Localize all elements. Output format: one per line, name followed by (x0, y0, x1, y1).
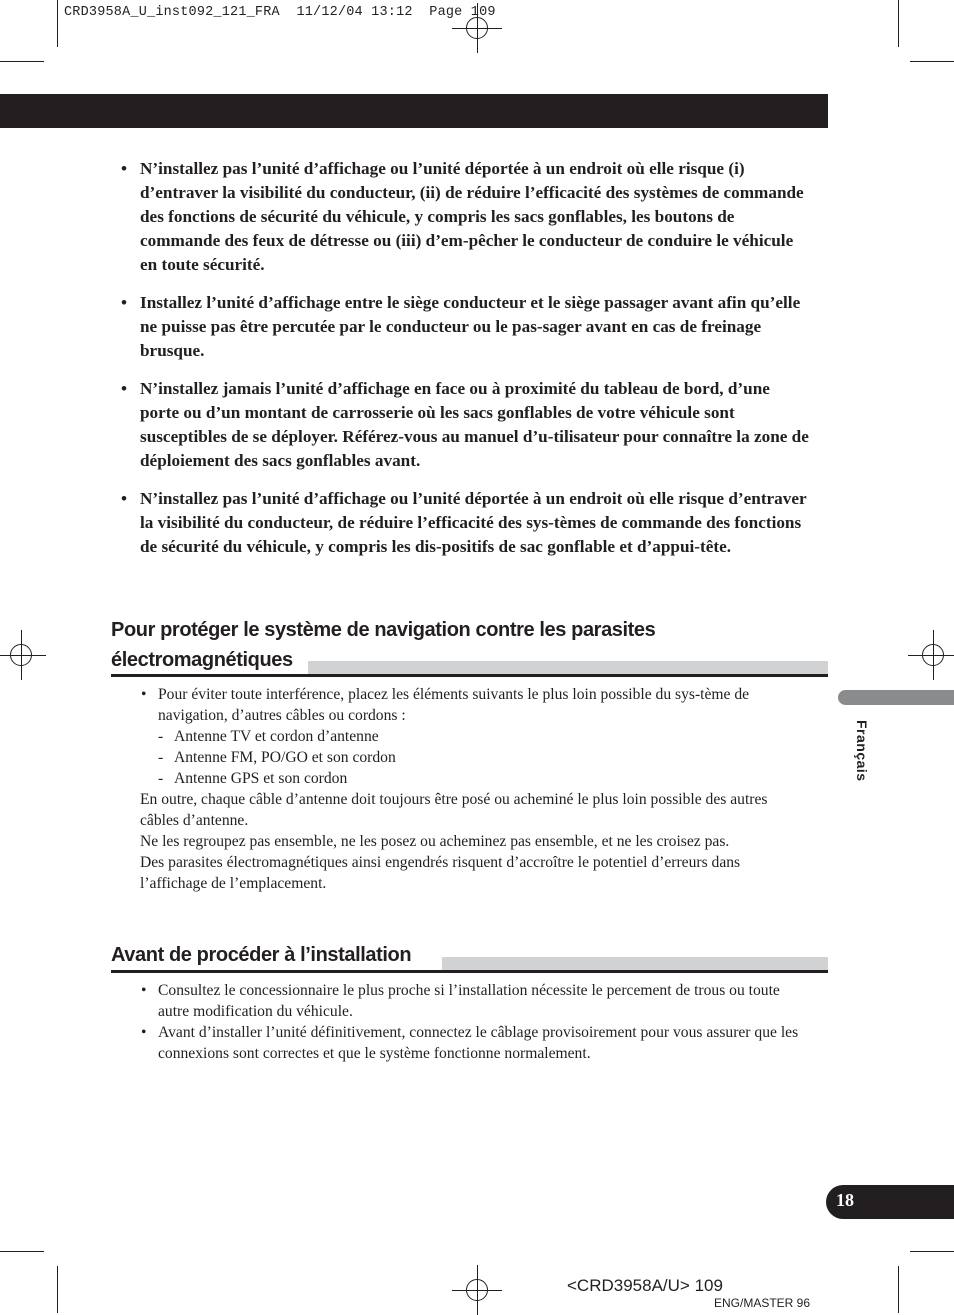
warning-list (120, 157, 810, 573)
footer-code: <CRD3958A/U> 109 (567, 1276, 723, 1295)
bullet-icon: • (121, 159, 128, 178)
header-bar (0, 94, 828, 128)
crop-mark (910, 1251, 954, 1252)
bullet-icon: • (141, 982, 147, 999)
crop-mark (0, 1251, 44, 1252)
warning-item: • N’installez jamais l’unité d’affichage en face ou à proximité du tableau de bord, d’une porte ou d’un montant de carrosserie où les sacs gonflables de votre véhicule sont susceptibles de se déployer. Référez-vous au manuel d’u-tilisateur pour connaître la zone de déploiement des sacs gonflables avant. (121, 379, 809, 470)
list-item: • Consultez le concessionnaire le plus proche si l’installation nécessite le percement de trous ou toute autre modification du véhicule. (141, 982, 780, 1020)
crop-mark (57, 1266, 58, 1313)
bullet-icon: • (141, 686, 147, 703)
section-heading: Avant de procéder à l’installation (111, 944, 412, 966)
paragraph: En outre, chaque câble d’antenne doit toujours être posé ou acheminé le plus loin possible des autres câbles d’antenne. (140, 791, 768, 829)
registration-mark-icon (462, 1275, 492, 1305)
crop-mark (898, 1266, 899, 1313)
page-number: 18 (836, 1190, 854, 1210)
section-body (140, 980, 810, 1064)
warning-item: • Installez l’unité d’affichage entre le siège conducteur et le siège passager avant afin qu’elle ne puisse pas être percutée par le conducteur ou le pas-sager avant en cas de freinage brusque. (121, 293, 801, 360)
language-label: Français (854, 720, 870, 782)
language-tab (838, 690, 954, 705)
crop-mark (898, 0, 899, 47)
bullet-icon: • (121, 379, 128, 398)
list-item: • Avant d’installer l’unité définitivement, connectez le câblage provisoirement pour vous assurer que les connexions sont correctes et que le système fonctionne normalement. (141, 1024, 799, 1062)
heading-rule (111, 970, 828, 973)
dash-item: - Antenne GPS et son cordon (158, 770, 348, 787)
crop-mark (910, 61, 954, 62)
paragraph: Des parasites électromagnétiques ainsi engendrés risquent d’accroître le potentiel d’erreurs dans l’affichage de l’emplacement. (140, 854, 741, 892)
bullet-icon: • (121, 293, 128, 312)
list-item: • Pour éviter toute interférence, placez les éléments suivants le plus loin possible du sys-tème de navigation, d’autres câbles ou cordons : (141, 686, 750, 724)
warning-item: • N’installez pas l’unité d’affichage ou l’unité déportée à un endroit où elle risque (i) d’entraver la visibilité du conducteur, (ii) de réduire l’efficacité des systèmes de commande des fonctions de sécurité du véhicule, y compris les sacs gonflables, les boutons de commande des feux de détresse ou (iii) d’em-pêcher le conducteur de conduire le véhicule en toute sécurité. (121, 159, 804, 274)
section-body (140, 684, 810, 894)
footer-master: ENG/MASTER 96 (714, 1296, 811, 1310)
registration-mark-icon (6, 640, 36, 670)
warning-item: • N’installez pas l’unité d’affichage ou l’unité déportée à un endroit où elle risque d’entraver la visibilité du conducteur, de réduire l’efficacité des sys-tèmes de commande des fonctions de sécurité du véhicule, y compris les dis-positifs de sac gonflable et d’appui-tête. (121, 489, 807, 556)
slug-date: 11/12/04 13:12 (296, 5, 413, 20)
registration-mark-icon (918, 640, 948, 670)
crop-mark (57, 0, 58, 47)
bullet-icon: • (141, 1024, 147, 1041)
paragraph: Ne les regroupez pas ensemble, ne les posez ou acheminez pas ensemble, et ne les croisez pas. (140, 833, 730, 850)
slug-file: CRD3958A_U_inst092_121_FRA (64, 5, 280, 20)
slug-page: Page 109 (429, 5, 496, 20)
dash-item: - Antenne TV et cordon d’antenne (158, 728, 379, 745)
section-heading: Pour protéger le système de navigation contre les parasites électromagnétiques (111, 619, 656, 671)
bullet-icon: • (121, 489, 128, 508)
crop-mark (0, 61, 44, 62)
dash-item: - Antenne FM, PO/GO et son cordon (158, 749, 396, 766)
print-slug (64, 5, 496, 20)
